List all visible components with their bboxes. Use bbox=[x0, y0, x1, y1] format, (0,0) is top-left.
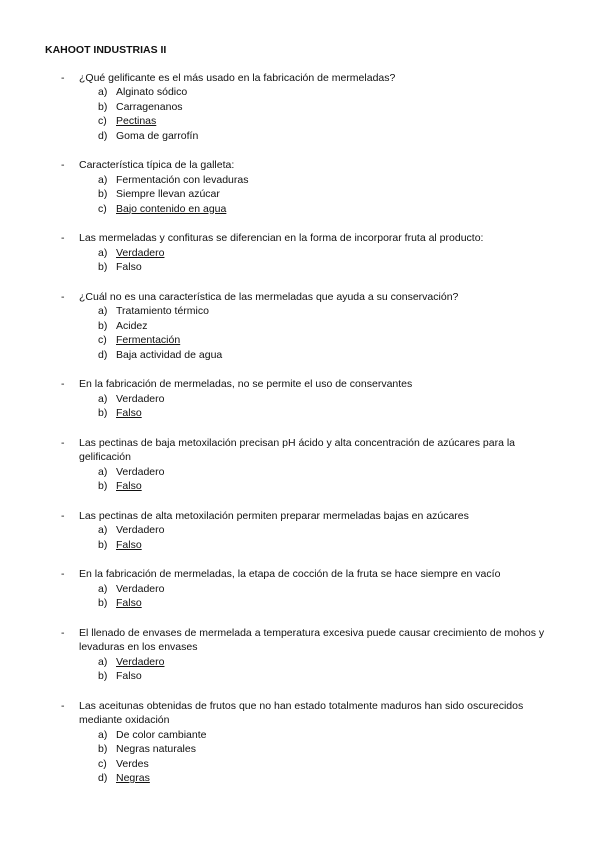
option-text: Verdes bbox=[116, 757, 149, 770]
option-text-correct: Fermentación bbox=[116, 334, 181, 346]
option-item bbox=[79, 202, 560, 217]
question-item bbox=[45, 158, 560, 216]
option-item bbox=[79, 348, 560, 363]
option-text: Verdadero bbox=[116, 582, 165, 595]
option-item bbox=[79, 85, 560, 100]
question-item bbox=[45, 231, 560, 275]
option-text: Acidez bbox=[116, 319, 148, 332]
option-text-correct: Bajo contenido en agua bbox=[116, 202, 227, 215]
option-letter: a) bbox=[98, 728, 108, 741]
option-letter: a) bbox=[98, 173, 108, 186]
option-text: Fermentación con levaduras bbox=[116, 173, 249, 186]
option-list bbox=[79, 246, 560, 275]
question-text: Las mermeladas y confituras se diferencian en la forma de incorporar fruta al producto: bbox=[79, 232, 484, 244]
option-item bbox=[79, 771, 560, 786]
option-text: Verdadero bbox=[116, 524, 165, 536]
option-item bbox=[79, 742, 560, 757]
option-letter: b) bbox=[98, 407, 108, 419]
option-item bbox=[79, 333, 560, 348]
option-text-correct: Falso bbox=[116, 597, 142, 609]
option-letter: b) bbox=[98, 670, 108, 682]
option-letter: b) bbox=[98, 319, 108, 332]
option-item bbox=[79, 100, 560, 115]
option-item bbox=[79, 187, 560, 202]
question-text: Las pectinas de baja metoxilación precisan pH ácido y alta concentración de azúcares para la gelificación bbox=[79, 436, 516, 463]
bullet-dash: - bbox=[61, 159, 65, 171]
option-letter: a) bbox=[98, 246, 108, 259]
option-item bbox=[79, 392, 560, 407]
bullet-dash: - bbox=[61, 509, 65, 522]
question-item bbox=[45, 71, 560, 144]
question-item bbox=[45, 626, 560, 684]
option-letter: c) bbox=[98, 202, 107, 215]
option-item bbox=[79, 406, 560, 421]
document-title: KAHOOT INDUSTRIAS II bbox=[45, 44, 167, 56]
option-letter: d) bbox=[98, 772, 108, 784]
option-letter: a) bbox=[98, 524, 108, 536]
option-letter: b) bbox=[98, 480, 108, 492]
option-letter: b) bbox=[98, 597, 108, 609]
bullet-dash: - bbox=[61, 232, 65, 244]
option-item bbox=[79, 114, 560, 129]
option-list bbox=[79, 728, 560, 786]
option-text-correct: Pectinas bbox=[116, 115, 157, 127]
option-letter: c) bbox=[98, 757, 107, 770]
bullet-dash: - bbox=[61, 699, 65, 712]
question-text: Característica típica de la galleta: bbox=[79, 159, 235, 171]
option-item bbox=[79, 655, 560, 670]
option-text: Falso bbox=[116, 261, 142, 273]
option-letter: a) bbox=[98, 86, 108, 98]
option-text-correct: Falso bbox=[116, 407, 142, 419]
option-text: Goma de garrofín bbox=[116, 129, 199, 142]
question-text: Las aceitunas obtenidas de frutos que no han estado totalmente maduros han sido oscurecidos mediante oxidación bbox=[79, 699, 524, 726]
option-text: Negras naturales bbox=[116, 743, 196, 755]
option-letter: c) bbox=[98, 115, 107, 127]
question-text: ¿Qué gelificante es el más usado en la fabricación de mermeladas? bbox=[79, 71, 396, 84]
option-text: Siempre llevan azúcar bbox=[116, 188, 220, 200]
option-letter: b) bbox=[98, 188, 108, 200]
option-letter: c) bbox=[98, 334, 107, 346]
option-item bbox=[79, 129, 560, 144]
option-item bbox=[79, 260, 560, 275]
question-text: ¿Cuál no es una característica de las mermeladas que ayuda a su conservación? bbox=[79, 290, 459, 303]
bullet-dash: - bbox=[61, 378, 65, 390]
option-item bbox=[79, 538, 560, 553]
option-list bbox=[79, 465, 560, 494]
question-text: En la fabricación de mermeladas, no se permite el uso de conservantes bbox=[79, 378, 413, 390]
option-text-correct: Negras bbox=[116, 772, 150, 784]
option-text: Tratamiento térmico bbox=[116, 305, 209, 317]
question-text: Las pectinas de alta metoxilación permiten preparar mermeladas bajas en azúcares bbox=[79, 509, 469, 522]
option-letter: d) bbox=[98, 348, 108, 361]
option-letter: b) bbox=[98, 261, 108, 273]
option-item bbox=[79, 669, 560, 684]
option-text-correct: Verdadero bbox=[116, 246, 165, 259]
option-text: Verdadero bbox=[116, 465, 165, 478]
option-letter: b) bbox=[98, 538, 108, 551]
option-text-correct: Verdadero bbox=[116, 655, 165, 668]
option-text-correct: Falso bbox=[116, 538, 142, 551]
option-list bbox=[79, 523, 560, 552]
option-letter: b) bbox=[98, 100, 108, 113]
option-text: Falso bbox=[116, 670, 142, 682]
option-text: Verdadero bbox=[116, 392, 165, 405]
option-list bbox=[79, 582, 560, 611]
option-text: Alginato sódico bbox=[116, 86, 188, 98]
question-text: En la fabricación de mermeladas, la etapa de cocción de la fruta se hace siempre en vacío bbox=[79, 568, 501, 580]
option-item bbox=[79, 757, 560, 772]
option-item bbox=[79, 523, 560, 538]
option-item bbox=[79, 173, 560, 188]
question-list bbox=[45, 71, 560, 786]
option-text: De color cambiante bbox=[116, 728, 207, 741]
bullet-dash: - bbox=[61, 626, 65, 639]
question-text: El llenado de envases de mermelada a temperatura excesiva puede causar crecimiento de mohos y levaduras en los envases bbox=[79, 626, 545, 653]
question-item bbox=[45, 436, 560, 494]
option-list bbox=[79, 655, 560, 684]
option-letter: a) bbox=[98, 392, 108, 405]
option-item bbox=[79, 319, 560, 334]
bullet-dash: - bbox=[61, 290, 65, 303]
option-letter: d) bbox=[98, 129, 108, 142]
bullet-dash: - bbox=[61, 436, 65, 449]
bullet-dash: - bbox=[61, 568, 65, 580]
option-letter: b) bbox=[98, 743, 108, 755]
option-list bbox=[79, 392, 560, 421]
option-item bbox=[79, 304, 560, 319]
option-item bbox=[79, 479, 560, 494]
option-letter: a) bbox=[98, 655, 108, 668]
option-item bbox=[79, 582, 560, 597]
option-text: Carragenanos bbox=[116, 100, 183, 113]
option-list bbox=[79, 85, 560, 143]
question-item bbox=[45, 567, 560, 611]
option-letter: a) bbox=[98, 305, 108, 317]
option-text: Baja actividad de agua bbox=[116, 348, 223, 361]
option-item bbox=[79, 728, 560, 743]
question-item bbox=[45, 290, 560, 363]
option-text-correct: Falso bbox=[116, 480, 142, 492]
option-item bbox=[79, 246, 560, 261]
option-item bbox=[79, 596, 560, 611]
option-item bbox=[79, 465, 560, 480]
option-letter: a) bbox=[98, 582, 108, 595]
option-list bbox=[79, 173, 560, 217]
question-item bbox=[45, 699, 560, 786]
question-item bbox=[45, 509, 560, 553]
option-letter: a) bbox=[98, 465, 108, 478]
bullet-dash: - bbox=[61, 71, 65, 84]
option-list bbox=[79, 304, 560, 362]
question-item bbox=[45, 377, 560, 421]
